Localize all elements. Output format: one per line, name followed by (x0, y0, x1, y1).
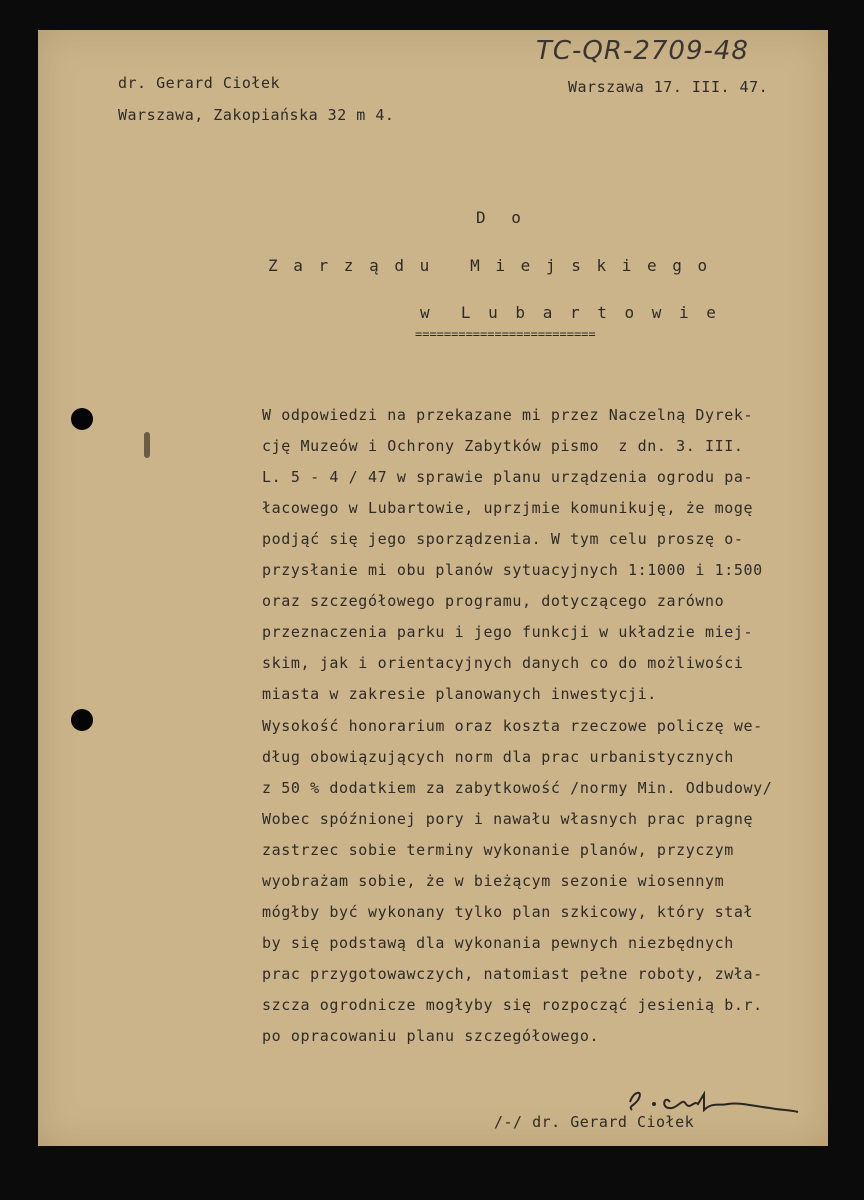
body-line: oraz szczegółowego programu, dotyczącego zarówno (262, 592, 725, 611)
punch-hole (71, 709, 93, 731)
body-line: z 50 % dodatkiem za zabytkowość /normy Min. Odbudowy/ (262, 778, 773, 797)
body-line: by się podstawą dla wykonania pewnych niezbędnych (262, 933, 734, 952)
body-line: cję Muzeów i Ochrony Zabytków pismo z dn. 3. III. (262, 437, 744, 456)
punch-hole (71, 408, 93, 430)
sender-address: Warszawa, Zakopiańska 32 m 4. (118, 106, 395, 124)
body-line: W odpowiedzi na przekazane mi przez Naczelną Dyrek- (262, 406, 754, 424)
sender-name: dr. Gerard Ciołek (118, 74, 281, 92)
body-line: przysłanie mi obu planów sytuacyjnych 1:1000 i 1:500 (262, 561, 763, 580)
body-line: przeznaczenia parku i jego funkcji w układzie miej- (262, 623, 754, 642)
recipient-to: D o (476, 208, 529, 227)
body-line: L. 5 - 4 / 47 w sprawie planu urządzenia ogrodu pa- (262, 468, 754, 487)
closing-signature: /-/ dr. Gerard Ciołek (494, 1113, 695, 1131)
recipient-line1: Z a r z ą d u M i e j s k i e g o (268, 256, 711, 275)
body-line: szcza ogrodnicze mogłyby się rozpocząć jesienią b.r. (262, 995, 763, 1014)
body-line: podjąć się jego sporządzenia. W tym celu proszę o- (262, 530, 744, 549)
body-line: wyobrażam sobie, że w bieżącym sezonie wiosennym (262, 871, 725, 890)
body-line: mógłby być wykonany tylko plan szkicowy, który stał (262, 902, 754, 921)
body-line: łacowego w Lubartowie, uprzjmie komunikuję, że mogę (262, 499, 754, 518)
body-line: skim, jak i orientacyjnych danych co do możliwości (262, 654, 744, 673)
body-line: po opracowaniu planu szczegółowego. (262, 1027, 600, 1045)
body-line: dług obowiązujących norm dla prac urbanistycznych (262, 747, 734, 766)
ink-mark (144, 432, 150, 458)
recipient-underline: ========================= (415, 327, 596, 341)
letter-date: Warszawa 17. III. 47. (568, 78, 769, 96)
archive-reference: TC-QR-2709-48 (536, 36, 749, 66)
body-line: miasta w zakresie planowanych inwestycji. (262, 685, 657, 704)
body-line: prac przygotowawczych, natomiast pełne roboty, zwła- (262, 964, 763, 983)
body-line: Wysokość honorarium oraz koszta rzeczowe policzę we- (262, 716, 763, 735)
body-line: Wobec spóźnionej pory i nawału własnych prac pragnę (262, 809, 754, 828)
body-line: zastrzec sobie terminy wykonanie planów, przyczym (262, 840, 734, 859)
recipient-line2: w L u b a r t o w i e (420, 303, 720, 322)
